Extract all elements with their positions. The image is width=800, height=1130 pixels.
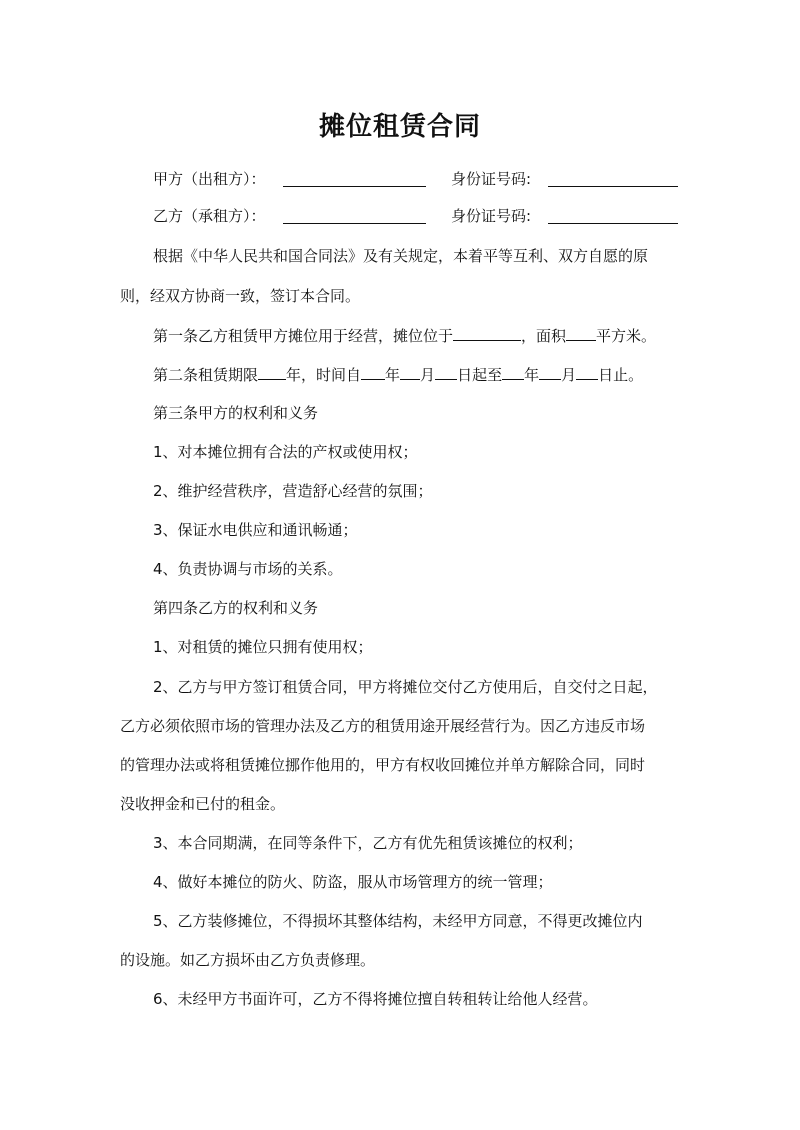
end-day-blank: [576, 364, 598, 380]
lessor-label: 甲方（出租方）：: [153, 170, 266, 188]
article-3-item-1: 1、对本摊位拥有合法的产权或使用权；: [153, 443, 418, 461]
area-blank: [566, 325, 596, 341]
article-2: [153, 364, 643, 385]
stall-location-blank: [453, 325, 521, 341]
article-2-text-c: 年: [385, 366, 401, 384]
lessee-name-blank: [283, 223, 426, 224]
end-month-blank: [539, 364, 561, 380]
article-2-text-e: 日起至: [457, 366, 503, 384]
lessee-id-label: 身份证号码:: [451, 207, 532, 225]
article-1: [153, 325, 656, 346]
article-4-item-5-line-2: 的设施。如乙方损坏由乙方负责修理。: [120, 951, 376, 969]
article-1-text-c: 平方米。: [596, 327, 657, 345]
lessor-name-blank: [283, 186, 426, 187]
lessor-id-blank: [548, 186, 678, 187]
article-1-text-a: 第一条乙方租赁甲方摊位用于经营，摊位位于: [153, 327, 454, 345]
lessee-id-blank: [548, 223, 678, 224]
article-4-item-2-line-1: 2、乙方与甲方签订租赁合同，甲方将摊位交付乙方使用后，自交付之日起，: [153, 678, 658, 696]
article-2-text-g: 月: [561, 366, 577, 384]
article-4-heading: 第四条乙方的权利和义务: [153, 599, 319, 617]
article-2-text-d: 月: [420, 366, 436, 384]
lessee-label: 乙方（承租方）：: [153, 207, 266, 225]
preamble-line-1: 根据《中华人民共和国合同法》及有关规定，本着平等互利、双方自愿的原: [153, 247, 649, 265]
article-3-item-2: 2、维护经营秩序，营造舒心经营的氛围；: [153, 482, 433, 500]
article-4-item-2-line-3: 的管理办法或将租赁摊位挪作他用的，甲方有权收回摊位并单方解除合同，同时: [120, 756, 646, 774]
article-4-item-1: 1、对租赁的摊位只拥有使用权；: [153, 638, 373, 656]
article-3-item-4: 4、负责协调与市场的关系。: [153, 560, 343, 578]
article-3-heading: 第三条甲方的权利和义务: [153, 404, 319, 422]
term-years-blank: [258, 364, 286, 380]
start-month-blank: [400, 364, 420, 380]
article-4-item-2-line-4: 没收押金和已付的租金。: [120, 795, 286, 813]
article-4-item-4: 4、做好本摊位的防火、防盗，服从市场管理方的统一管理；: [153, 873, 553, 891]
article-4-item-3: 3、本合同期满，在同等条件下，乙方有优先租赁该摊位的权利；: [153, 834, 583, 852]
article-2-text-b: 年，时间自: [286, 366, 362, 384]
article-2-text-f: 年: [524, 366, 540, 384]
end-year-blank: [502, 364, 524, 380]
article-4-item-5-line-1: 5、乙方装修摊位，不得损坏其整体结构，未经甲方同意，不得更改摊位内: [153, 912, 643, 930]
start-day-blank: [435, 364, 457, 380]
article-4-item-2-line-2: 乙方必须依照市场的管理办法及乙方的租赁用途开展经营行为。因乙方违反市场: [120, 717, 646, 735]
article-3-item-3: 3、保证水电供应和通讯畅通；: [153, 521, 358, 539]
contract-title: 摊位租赁合同: [318, 112, 481, 142]
article-2-text-a: 第二条租赁期限: [153, 366, 259, 384]
lessor-id-label: 身份证号码:: [451, 170, 532, 188]
article-4-item-6: 6、未经甲方书面许可，乙方不得将摊位擅自转租转让给他人经营。: [153, 990, 598, 1008]
start-year-blank: [361, 364, 385, 380]
article-2-text-h: 日止。: [598, 366, 644, 384]
preamble-line-2: 则，经双方协商一致，签订本合同。: [120, 287, 361, 305]
article-1-text-b: ，面积: [521, 327, 567, 345]
